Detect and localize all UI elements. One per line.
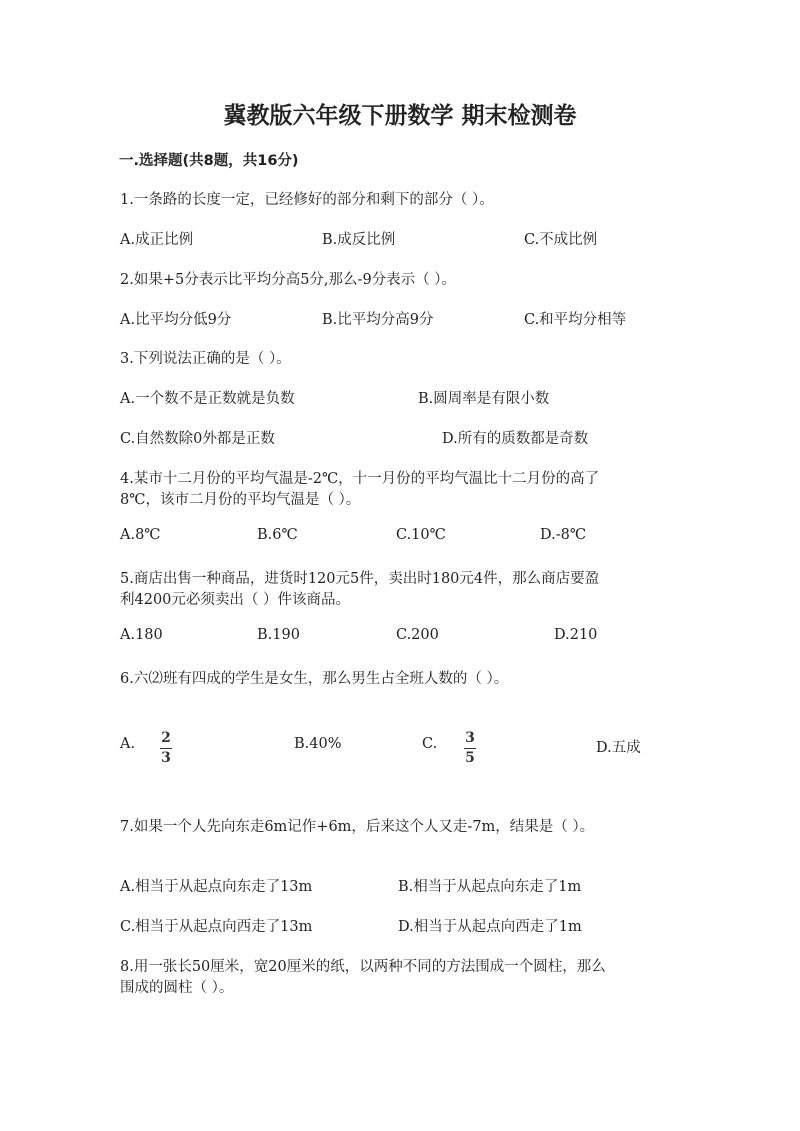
question-3-stem: 3.下列说法正确的是（ ）。 <box>120 351 291 367</box>
fraction-bar <box>464 748 476 749</box>
question-6-option-a-fraction <box>160 727 172 767</box>
question-5-stem-line2: 利4200元必须卖出（ ）件该商品。 <box>120 592 351 608</box>
question-2-option-a[interactable]: A.比平均分低9分 <box>120 312 232 328</box>
question-3-option-a[interactable]: A.一个数不是正数就是负数 <box>120 391 295 407</box>
question-6-option-d[interactable]: D.五成 <box>596 740 641 756</box>
question-7-option-b[interactable]: B.相当于从起点向东走了1m <box>398 879 582 895</box>
question-1-option-c[interactable]: C.不成比例 <box>524 232 598 248</box>
section-heading: 一.选择题(共8题，共16分) <box>119 153 299 169</box>
question-5-option-c[interactable]: C.200 <box>396 627 439 643</box>
fraction-numerator: 3 <box>465 730 475 746</box>
question-4-stem-line1: 4.某市十二月份的平均气温是-2℃，十一月份的平均气温比十二月份的高了 <box>120 471 600 487</box>
question-2-option-c[interactable]: C.和平均分相等 <box>524 312 627 328</box>
question-8-stem-line2: 围成的圆柱（ ）。 <box>120 980 234 996</box>
question-5-option-d[interactable]: D.210 <box>554 627 598 643</box>
page-title: 冀教版六年级下册数学 期末检测卷 <box>223 103 577 129</box>
question-4-option-c[interactable]: C.10℃ <box>396 527 446 543</box>
question-7-stem: 7.如果一个人先向东走6m记作+6m，后来这个人又走-7m，结果是（ ）。 <box>120 819 595 835</box>
question-6-option-c-fraction <box>464 727 476 767</box>
question-3-option-b[interactable]: B.圆周率是有限小数 <box>418 391 550 407</box>
fraction-bar <box>160 748 172 749</box>
question-1-option-b[interactable]: B.成反比例 <box>322 232 396 248</box>
question-8-stem-line1: 8.用一张长50厘米，宽20厘米的纸，以两种不同的方法围成一个圆柱，那么 <box>120 959 606 975</box>
question-1-option-a[interactable]: A.成正比例 <box>120 232 194 248</box>
question-7-option-c[interactable]: C.相当于从起点向西走了13m <box>120 919 313 935</box>
question-2-stem: 2.如果+5分表示比平均分高5分,那么-9分表示（ ）。 <box>120 272 457 288</box>
fraction-denominator: 3 <box>161 750 171 766</box>
question-4-option-a[interactable]: A.8℃ <box>120 527 161 543</box>
question-7-option-a[interactable]: A.相当于从起点向东走了13m <box>120 879 313 895</box>
fraction-numerator: 2 <box>161 730 171 746</box>
question-7-option-d[interactable]: D.相当于从起点向西走了1m <box>398 919 582 935</box>
question-3-option-c[interactable]: C.自然数除0外都是正数 <box>120 431 275 447</box>
question-5-option-a[interactable]: A.180 <box>120 627 163 643</box>
question-3-option-d[interactable]: D.所有的质数都是奇数 <box>442 431 589 447</box>
question-5-option-b[interactable]: B.190 <box>257 627 300 643</box>
question-4-stem-line2: 8℃，该市二月份的平均气温是（ ）。 <box>120 492 361 508</box>
question-5-stem-line1: 5.商店出售一种商品，进货时120元5件，卖出时180元4件，那么商店要盈 <box>120 571 600 587</box>
fraction-denominator: 5 <box>465 750 475 766</box>
question-6-stem: 6.六⑵班有四成的学生是女生，那么男生占全班人数的（ ）。 <box>120 671 509 687</box>
question-1-stem: 1.一条路的长度一定，已经修好的部分和剩下的部分（ ）。 <box>120 192 494 208</box>
question-6-option-c-label[interactable]: C. <box>422 736 438 752</box>
question-6-option-b[interactable]: B.40% <box>294 736 342 752</box>
question-4-option-d[interactable]: D.-8℃ <box>540 527 587 543</box>
question-2-option-b[interactable]: B.比平均分高9分 <box>322 312 434 328</box>
question-4-option-b[interactable]: B.6℃ <box>257 527 298 543</box>
question-6-option-a-label[interactable]: A. <box>120 736 136 752</box>
